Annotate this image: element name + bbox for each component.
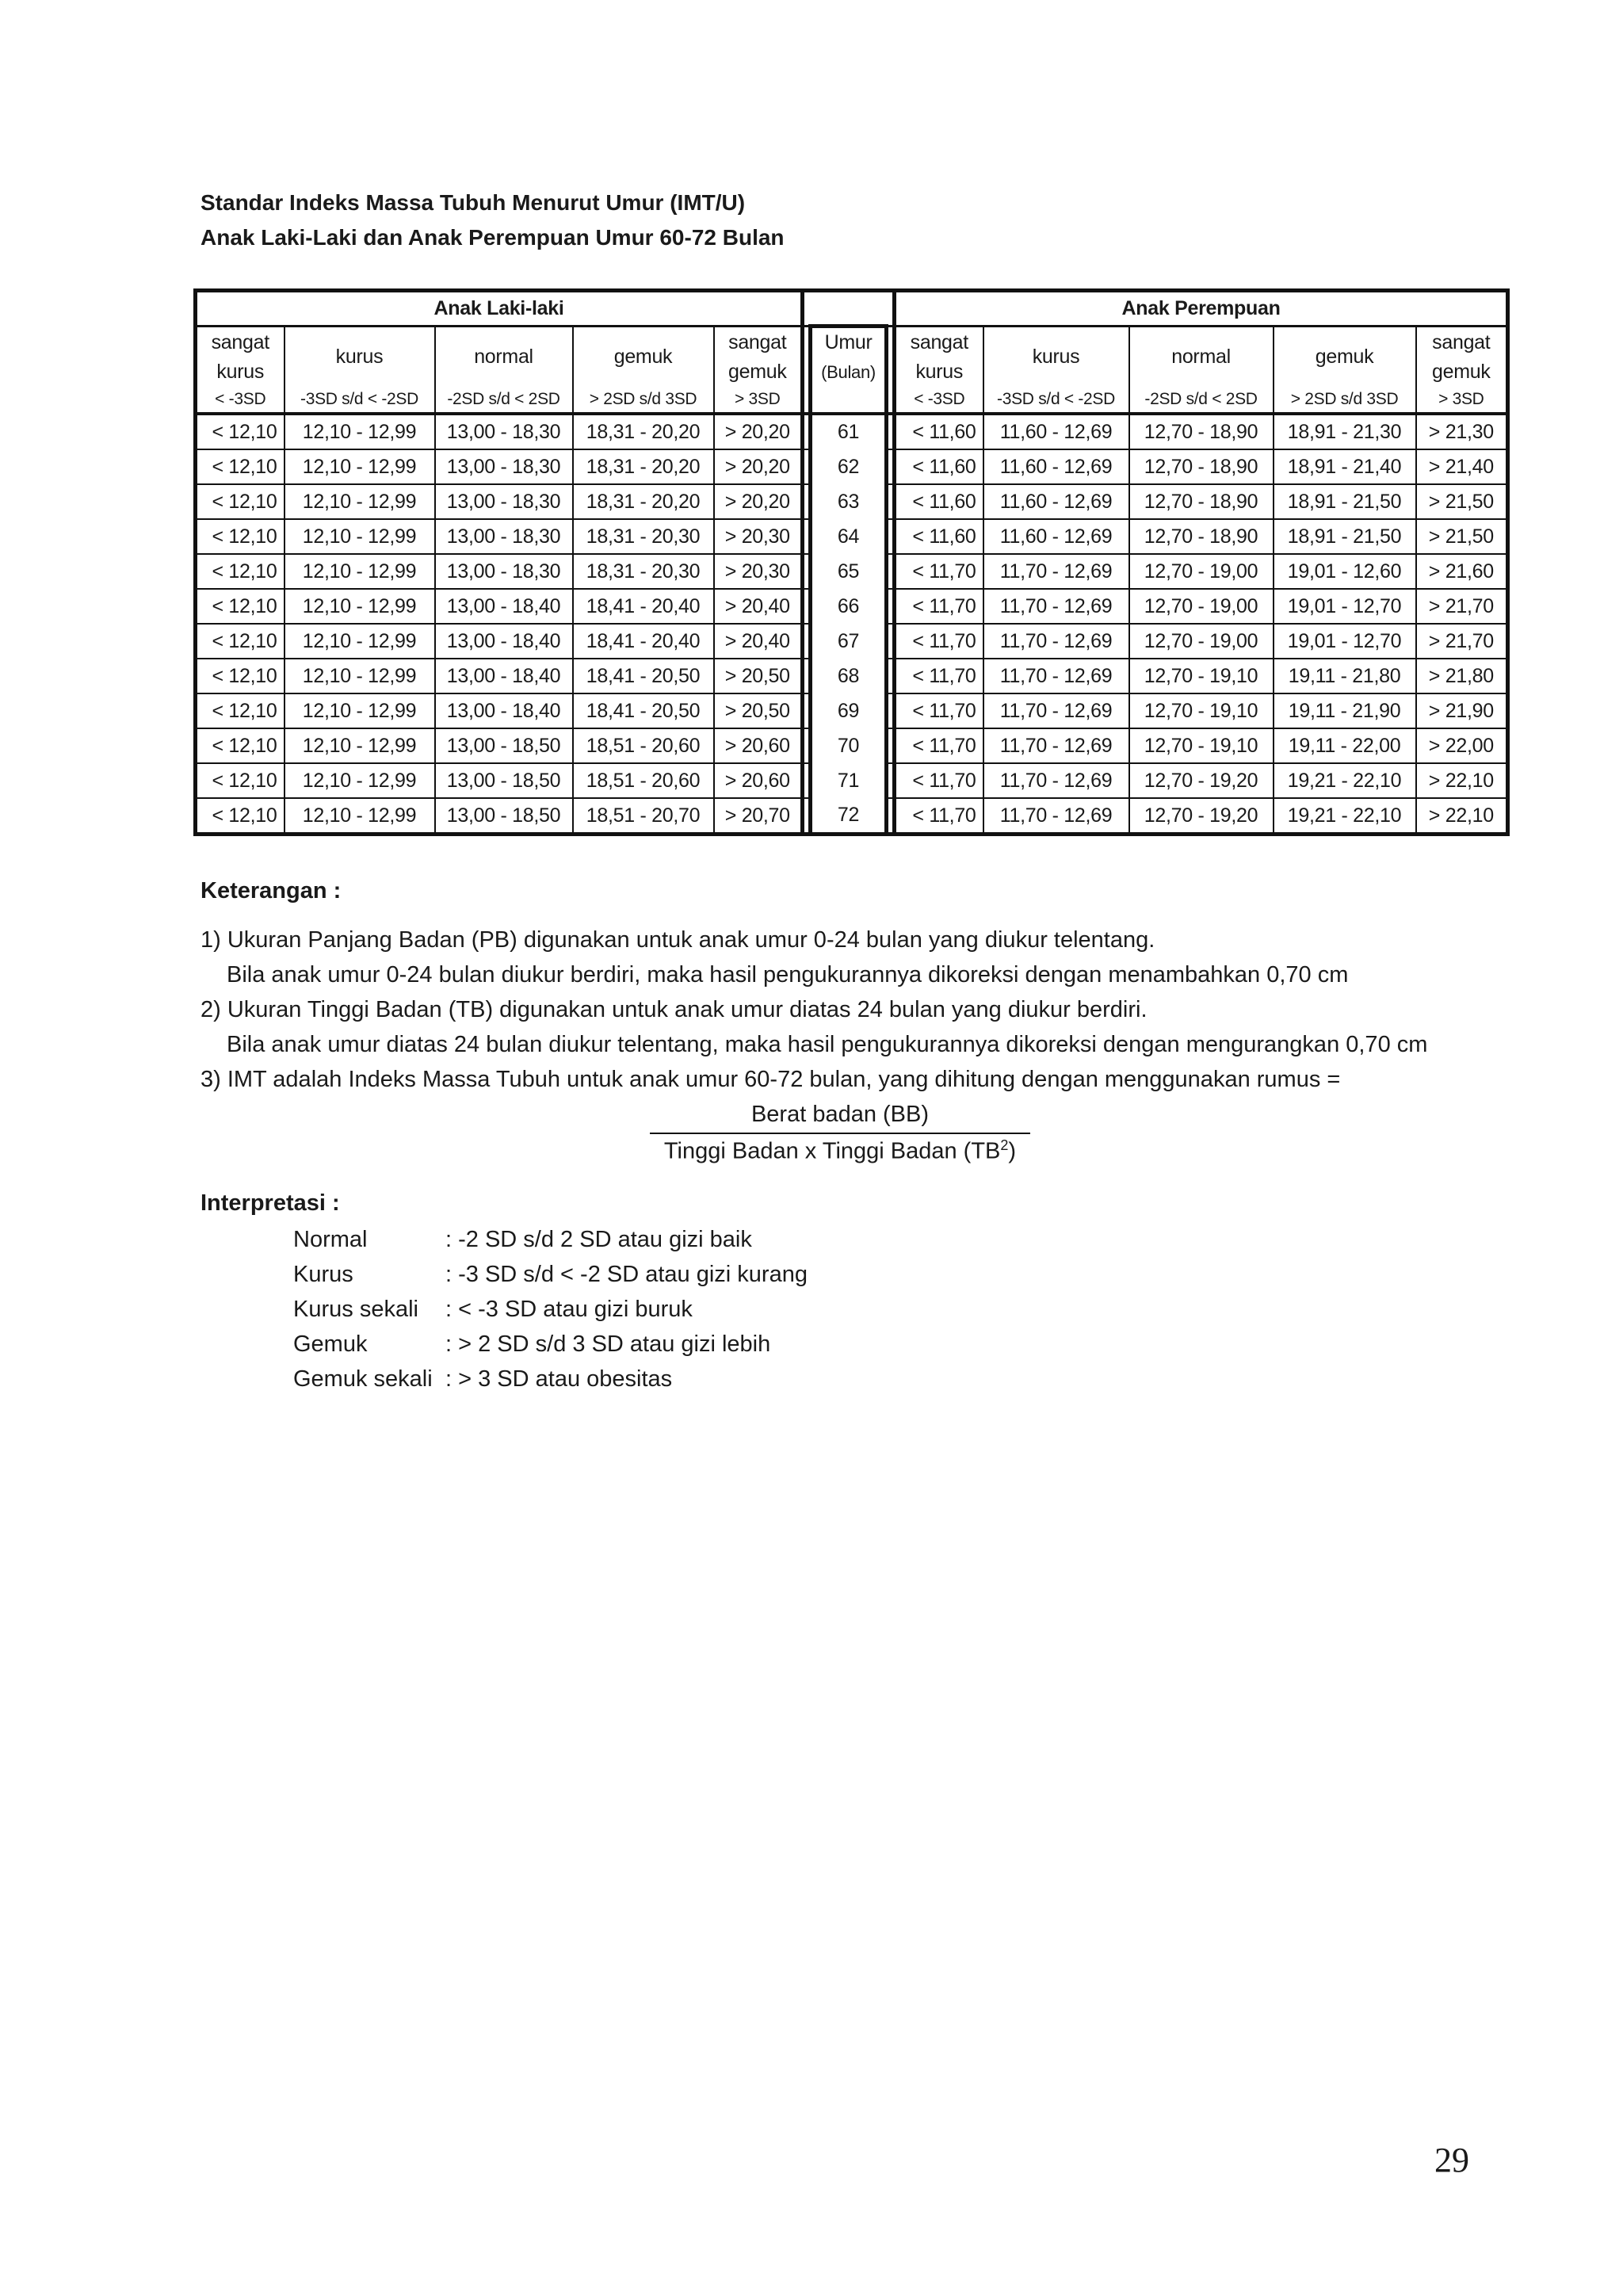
sd-range-girls: -2SD s/d < 2SD: [1129, 387, 1274, 414]
girls-value-cell: 12,70 - 19,10: [1129, 659, 1274, 693]
umur-cell: 72: [811, 798, 887, 835]
boys-value-cell: 12,10 - 12,99: [285, 763, 435, 798]
note-1-detail: Bila anak umur 0-24 bulan diukur berdiri, maka hasil pengukurannya dikoreksi dengan menambahkan 0,70 cm: [227, 962, 1349, 988]
boys-value-cell: 13,00 - 18,50: [435, 763, 573, 798]
table-gap: [803, 291, 811, 327]
boys-value-cell: 12,10 - 12,99: [285, 554, 435, 589]
umur-cell: 70: [811, 728, 887, 763]
table-gap: [887, 291, 895, 327]
table-gap: [887, 589, 895, 624]
note-2: 2) Ukuran Tinggi Badan (TB) digunakan untuk anak umur diatas 24 bulan yang diukur berdiri.: [200, 997, 1148, 1022]
note-2-detail: Bila anak umur diatas 24 bulan diukur telentang, maka hasil pengukurannya dikoreksi dengan mengurangkan 0,70 cm: [227, 1032, 1428, 1057]
umur-header: [811, 327, 887, 388]
table-row: [196, 659, 1508, 693]
interpretasi-value: : > 3 SD atau obesitas: [445, 1366, 673, 1392]
girls-value-cell: > 21,70: [1416, 624, 1508, 659]
interpretasi-label: Gemuk: [293, 1331, 368, 1357]
formula-close-paren: ): [1008, 1138, 1017, 1164]
girls-value-cell: 18,91 - 21,30: [1274, 414, 1416, 449]
girls-value-cell: 12,70 - 18,90: [1129, 484, 1274, 519]
table-gap: [887, 327, 895, 388]
category-header-boys: [285, 327, 435, 388]
interpretasi-value: : < -3 SD atau gizi buruk: [445, 1297, 693, 1322]
category-line: kurus: [335, 346, 384, 368]
table-row: [196, 519, 1508, 554]
girls-value-cell: 11,70 - 12,69: [983, 693, 1129, 728]
category-header-girls: [1274, 327, 1416, 388]
interpretasi-label: Kurus: [293, 1262, 353, 1287]
girls-value-cell: 19,01 - 12,70: [1274, 624, 1416, 659]
girls-value-cell: 18,91 - 21,40: [1274, 449, 1416, 484]
boys-value-cell: 18,31 - 20,30: [573, 519, 714, 554]
imt-table: [193, 288, 1510, 836]
boys-value-cell: 18,31 - 20,20: [573, 449, 714, 484]
category-line: kurus: [915, 360, 964, 383]
boys-value-cell: > 20,20: [714, 414, 803, 449]
category-line: sangat: [728, 330, 787, 353]
boys-value-cell: < 12,10: [196, 659, 285, 693]
boys-value-cell: > 20,60: [714, 763, 803, 798]
boys-value-cell: < 12,10: [196, 589, 285, 624]
boys-value-cell: < 12,10: [196, 798, 285, 835]
boys-value-cell: 13,00 - 18,30: [435, 484, 573, 519]
sd-range-girls: -3SD s/d < -2SD: [983, 387, 1129, 414]
category-header-girls: [983, 327, 1129, 388]
category-line: normal: [1171, 346, 1231, 368]
girls-value-cell: < 11,60: [895, 449, 983, 484]
boys-value-cell: < 12,10: [196, 693, 285, 728]
girls-value-cell: 12,70 - 18,90: [1129, 519, 1274, 554]
umur-cell: 66: [811, 589, 887, 624]
umur-header-bottom: [811, 387, 887, 414]
boys-value-cell: > 20,20: [714, 449, 803, 484]
table-gap: [887, 519, 895, 554]
umur-cell: 69: [811, 693, 887, 728]
girls-value-cell: 19,21 - 22,10: [1274, 763, 1416, 798]
formula-fraction-bar: [650, 1133, 1030, 1134]
boys-value-cell: > 20,50: [714, 693, 803, 728]
umur-cell: 68: [811, 659, 887, 693]
table-gap: [887, 484, 895, 519]
girls-value-cell: 19,11 - 21,80: [1274, 659, 1416, 693]
boys-value-cell: 18,31 - 20,30: [573, 554, 714, 589]
boys-value-cell: 18,41 - 20,40: [573, 589, 714, 624]
table-gap: [803, 659, 811, 693]
note-3: 3) IMT adalah Indeks Massa Tubuh untuk anak umur 60-72 bulan, yang dihitung dengan menggunakan rumus =: [200, 1067, 1341, 1092]
boys-value-cell: < 12,10: [196, 554, 285, 589]
boys-value-cell: 18,51 - 20,70: [573, 798, 714, 835]
girls-value-cell: 11,70 - 12,69: [983, 798, 1129, 835]
table-gap: [887, 414, 895, 449]
table-gap: [803, 693, 811, 728]
formula-numerator: Berat badan (BB): [750, 1102, 930, 1127]
table-row: [196, 728, 1508, 763]
boys-value-cell: > 20,30: [714, 519, 803, 554]
girls-value-cell: 11,70 - 12,69: [983, 763, 1129, 798]
boys-value-cell: 13,00 - 18,30: [435, 414, 573, 449]
interpretasi-title: Interpretasi :: [200, 1190, 340, 1216]
table-gap: [803, 589, 811, 624]
girls-value-cell: 11,60 - 12,69: [983, 484, 1129, 519]
category-line: gemuk: [1315, 346, 1374, 368]
girls-value-cell: 11,70 - 12,69: [983, 659, 1129, 693]
category-header-boys: [573, 327, 714, 388]
sd-range-boys: -3SD s/d < -2SD: [285, 387, 435, 414]
table-gap: [803, 728, 811, 763]
boys-value-cell: < 12,10: [196, 624, 285, 659]
table-row: [196, 484, 1508, 519]
girls-value-cell: < 11,70: [895, 798, 983, 835]
category-header-girls: [895, 327, 983, 388]
girls-value-cell: < 11,70: [895, 659, 983, 693]
interpretasi-label: Kurus sekali: [293, 1297, 418, 1322]
boys-value-cell: 18,41 - 20,50: [573, 659, 714, 693]
table-row: [196, 624, 1508, 659]
boys-value-cell: 13,00 - 18,40: [435, 693, 573, 728]
girls-value-cell: < 11,60: [895, 414, 983, 449]
girls-value-cell: < 11,70: [895, 554, 983, 589]
girls-value-cell: > 21,70: [1416, 589, 1508, 624]
page-number: 29: [1434, 2141, 1469, 2179]
interpretasi-row: [293, 1297, 693, 1323]
girls-value-cell: 12,70 - 19,00: [1129, 624, 1274, 659]
table-row: [196, 763, 1508, 798]
girls-value-cell: 11,60 - 12,69: [983, 449, 1129, 484]
boys-value-cell: 12,10 - 12,99: [285, 659, 435, 693]
umur-cell: 65: [811, 554, 887, 589]
category-line: normal: [474, 346, 533, 368]
girls-value-cell: > 22,00: [1416, 728, 1508, 763]
boys-value-cell: 12,10 - 12,99: [285, 728, 435, 763]
girls-value-cell: 11,70 - 12,69: [983, 728, 1129, 763]
imt-formula: [650, 1102, 1030, 1165]
boys-value-cell: 13,00 - 18,40: [435, 624, 573, 659]
interpretasi-row: [293, 1366, 672, 1392]
girls-value-cell: 11,70 - 12,69: [983, 554, 1129, 589]
boys-value-cell: 18,51 - 20,60: [573, 728, 714, 763]
boys-value-cell: > 20,40: [714, 589, 803, 624]
girls-value-cell: > 21,50: [1416, 484, 1508, 519]
category-header-boys: [435, 327, 573, 388]
girls-value-cell: 12,70 - 18,90: [1129, 449, 1274, 484]
table-gap: [803, 554, 811, 589]
table-gap: [887, 449, 895, 484]
umur-cell: 63: [811, 484, 887, 519]
boys-value-cell: 12,10 - 12,99: [285, 449, 435, 484]
girls-value-cell: 12,70 - 19,10: [1129, 693, 1274, 728]
category-line: gemuk: [613, 346, 673, 368]
table-gap: [803, 484, 811, 519]
interpretasi-value: : -3 SD s/d < -2 SD atau gizi kurang: [445, 1262, 808, 1287]
boys-value-cell: < 12,10: [196, 763, 285, 798]
umur-cell: 64: [811, 519, 887, 554]
interpretasi-value: : -2 SD s/d 2 SD atau gizi baik: [445, 1227, 752, 1252]
boys-value-cell: 12,10 - 12,99: [285, 519, 435, 554]
table-gap: [887, 763, 895, 798]
girls-value-cell: 19,01 - 12,60: [1274, 554, 1416, 589]
girls-value-cell: 12,70 - 19,00: [1129, 554, 1274, 589]
boys-value-cell: 18,31 - 20,20: [573, 484, 714, 519]
boys-value-cell: > 20,50: [714, 659, 803, 693]
girls-value-cell: < 11,70: [895, 693, 983, 728]
formula-superscript: 2: [1000, 1137, 1009, 1153]
table-row: [196, 414, 1508, 449]
girls-value-cell: 12,70 - 19,10: [1129, 728, 1274, 763]
table-gap: [803, 798, 811, 835]
table-gap: [887, 554, 895, 589]
boys-value-cell: > 20,30: [714, 554, 803, 589]
table-gap: [887, 387, 895, 414]
table-gap: [887, 624, 895, 659]
boys-value-cell: 18,41 - 20,50: [573, 693, 714, 728]
table-row: [196, 693, 1508, 728]
category-line: sangat: [211, 330, 269, 353]
table-gap: [803, 519, 811, 554]
boys-value-cell: 18,41 - 20,40: [573, 624, 714, 659]
category-header-girls: [1416, 327, 1508, 388]
boys-value-cell: < 12,10: [196, 484, 285, 519]
formula-denominator: [650, 1137, 1030, 1165]
boys-value-cell: 13,00 - 18,50: [435, 798, 573, 835]
sd-range-boys: > 3SD: [714, 387, 803, 414]
sd-range-girls: > 3SD: [1416, 387, 1508, 414]
boys-value-cell: < 12,10: [196, 519, 285, 554]
boys-value-cell: 12,10 - 12,99: [285, 798, 435, 835]
girls-value-cell: < 11,60: [895, 484, 983, 519]
category-line: gemuk: [727, 360, 787, 383]
interpretasi-row: [293, 1227, 752, 1253]
girls-value-cell: < 11,70: [895, 728, 983, 763]
girls-value-cell: 19,21 - 22,10: [1274, 798, 1416, 835]
girls-value-cell: > 21,90: [1416, 693, 1508, 728]
interpretasi-value: : > 2 SD s/d 3 SD atau gizi lebih: [445, 1331, 771, 1357]
girls-value-cell: > 21,60: [1416, 554, 1508, 589]
table-group-header: [196, 291, 1508, 327]
category-line: sangat: [1432, 330, 1491, 353]
girls-value-cell: > 21,40: [1416, 449, 1508, 484]
girls-value-cell: < 11,70: [895, 763, 983, 798]
girls-value-cell: 11,60 - 12,69: [983, 519, 1129, 554]
table-row: [196, 589, 1508, 624]
group-header-girls: Anak Perempuan: [895, 291, 1508, 327]
table-gap: [803, 327, 811, 388]
table-row: [196, 554, 1508, 589]
table-gap: [803, 624, 811, 659]
umur-cell: 61: [811, 414, 887, 449]
interpretasi-row: [293, 1262, 808, 1288]
table-gap: [887, 728, 895, 763]
sd-range-boys: > 2SD s/d 3SD: [573, 387, 714, 414]
table-gap: [803, 387, 811, 414]
table-gap: [803, 449, 811, 484]
table-sd-header: [196, 387, 1508, 414]
boys-value-cell: < 12,10: [196, 728, 285, 763]
girls-value-cell: 11,70 - 12,69: [983, 589, 1129, 624]
document-title: Standar Indeks Massa Tubuh Menurut Umur (IMT/U): [200, 190, 746, 215]
boys-value-cell: < 12,10: [196, 414, 285, 449]
girls-value-cell: 19,11 - 22,00: [1274, 728, 1416, 763]
table-row: [196, 449, 1508, 484]
girls-value-cell: 11,60 - 12,69: [983, 414, 1129, 449]
table-gap: [887, 693, 895, 728]
sd-range-boys: -2SD s/d < 2SD: [435, 387, 573, 414]
boys-value-cell: > 20,20: [714, 484, 803, 519]
category-line: sangat: [910, 330, 968, 353]
document-subtitle: Anak Laki-Laki dan Anak Perempuan Umur 60-72 Bulan: [200, 225, 785, 250]
girls-value-cell: < 11,70: [895, 624, 983, 659]
boys-value-cell: 13,00 - 18,30: [435, 449, 573, 484]
boys-value-cell: 13,00 - 18,40: [435, 589, 573, 624]
boys-value-cell: 12,10 - 12,99: [285, 484, 435, 519]
girls-value-cell: > 22,10: [1416, 798, 1508, 835]
boys-value-cell: 18,51 - 20,60: [573, 763, 714, 798]
sd-range-boys: < -3SD: [196, 387, 285, 414]
interpretasi-label: Gemuk sekali: [293, 1366, 433, 1392]
group-header-boys: Anak Laki-laki: [196, 291, 803, 327]
girls-value-cell: > 21,30: [1416, 414, 1508, 449]
girls-value-cell: 18,91 - 21,50: [1274, 484, 1416, 519]
category-line: kurus: [1032, 346, 1080, 368]
girls-value-cell: 19,11 - 21,90: [1274, 693, 1416, 728]
boys-value-cell: > 20,40: [714, 624, 803, 659]
interpretasi-label: Normal: [293, 1227, 368, 1252]
keterangan-title: Keterangan :: [200, 878, 342, 904]
category-header-boys: [196, 327, 285, 388]
umur-header-top: [811, 291, 887, 327]
girls-value-cell: 18,91 - 21,50: [1274, 519, 1416, 554]
boys-value-cell: 12,10 - 12,99: [285, 624, 435, 659]
girls-value-cell: 19,01 - 12,70: [1274, 589, 1416, 624]
girls-value-cell: < 11,70: [895, 589, 983, 624]
table-gap: [887, 659, 895, 693]
umur-cell: 67: [811, 624, 887, 659]
table-gap: [803, 763, 811, 798]
table-category-header: [196, 327, 1508, 388]
girls-value-cell: 12,70 - 19,20: [1129, 763, 1274, 798]
boys-value-cell: 13,00 - 18,30: [435, 519, 573, 554]
table-gap: [887, 798, 895, 835]
formula-denominator-text: Tinggi Badan x Tinggi Badan (TB: [663, 1138, 1001, 1164]
table-gap: [803, 414, 811, 449]
boys-value-cell: < 12,10: [196, 449, 285, 484]
sd-range-girls: > 2SD s/d 3SD: [1274, 387, 1416, 414]
girls-value-cell: > 21,80: [1416, 659, 1508, 693]
boys-value-cell: 18,31 - 20,20: [573, 414, 714, 449]
girls-value-cell: > 21,50: [1416, 519, 1508, 554]
boys-value-cell: 13,00 - 18,40: [435, 659, 573, 693]
category-header-girls: [1129, 327, 1274, 388]
boys-value-cell: 13,00 - 18,50: [435, 728, 573, 763]
boys-value-cell: 12,10 - 12,99: [285, 589, 435, 624]
umur-label: Umur: [824, 331, 873, 353]
interpretasi-row: [293, 1331, 770, 1358]
girls-value-cell: > 22,10: [1416, 763, 1508, 798]
girls-value-cell: 12,70 - 18,90: [1129, 414, 1274, 449]
boys-value-cell: 13,00 - 18,30: [435, 554, 573, 589]
girls-value-cell: 12,70 - 19,20: [1129, 798, 1274, 835]
girls-value-cell: < 11,60: [895, 519, 983, 554]
category-line: kurus: [216, 360, 265, 383]
sd-range-girls: < -3SD: [895, 387, 983, 414]
category-line: gemuk: [1432, 360, 1491, 383]
table-row: [196, 798, 1508, 835]
category-header-boys: [714, 327, 803, 388]
girls-value-cell: 12,70 - 19,00: [1129, 589, 1274, 624]
boys-value-cell: > 20,60: [714, 728, 803, 763]
umur-cell: 62: [811, 449, 887, 484]
boys-value-cell: 12,10 - 12,99: [285, 693, 435, 728]
boys-value-cell: > 20,70: [714, 798, 803, 835]
boys-value-cell: 12,10 - 12,99: [285, 414, 435, 449]
note-1: 1) Ukuran Panjang Badan (PB) digunakan untuk anak umur 0-24 bulan yang diukur telentang.: [200, 927, 1155, 953]
umur-cell: 71: [811, 763, 887, 798]
umur-unit: (Bulan): [821, 362, 876, 382]
girls-value-cell: 11,70 - 12,69: [983, 624, 1129, 659]
